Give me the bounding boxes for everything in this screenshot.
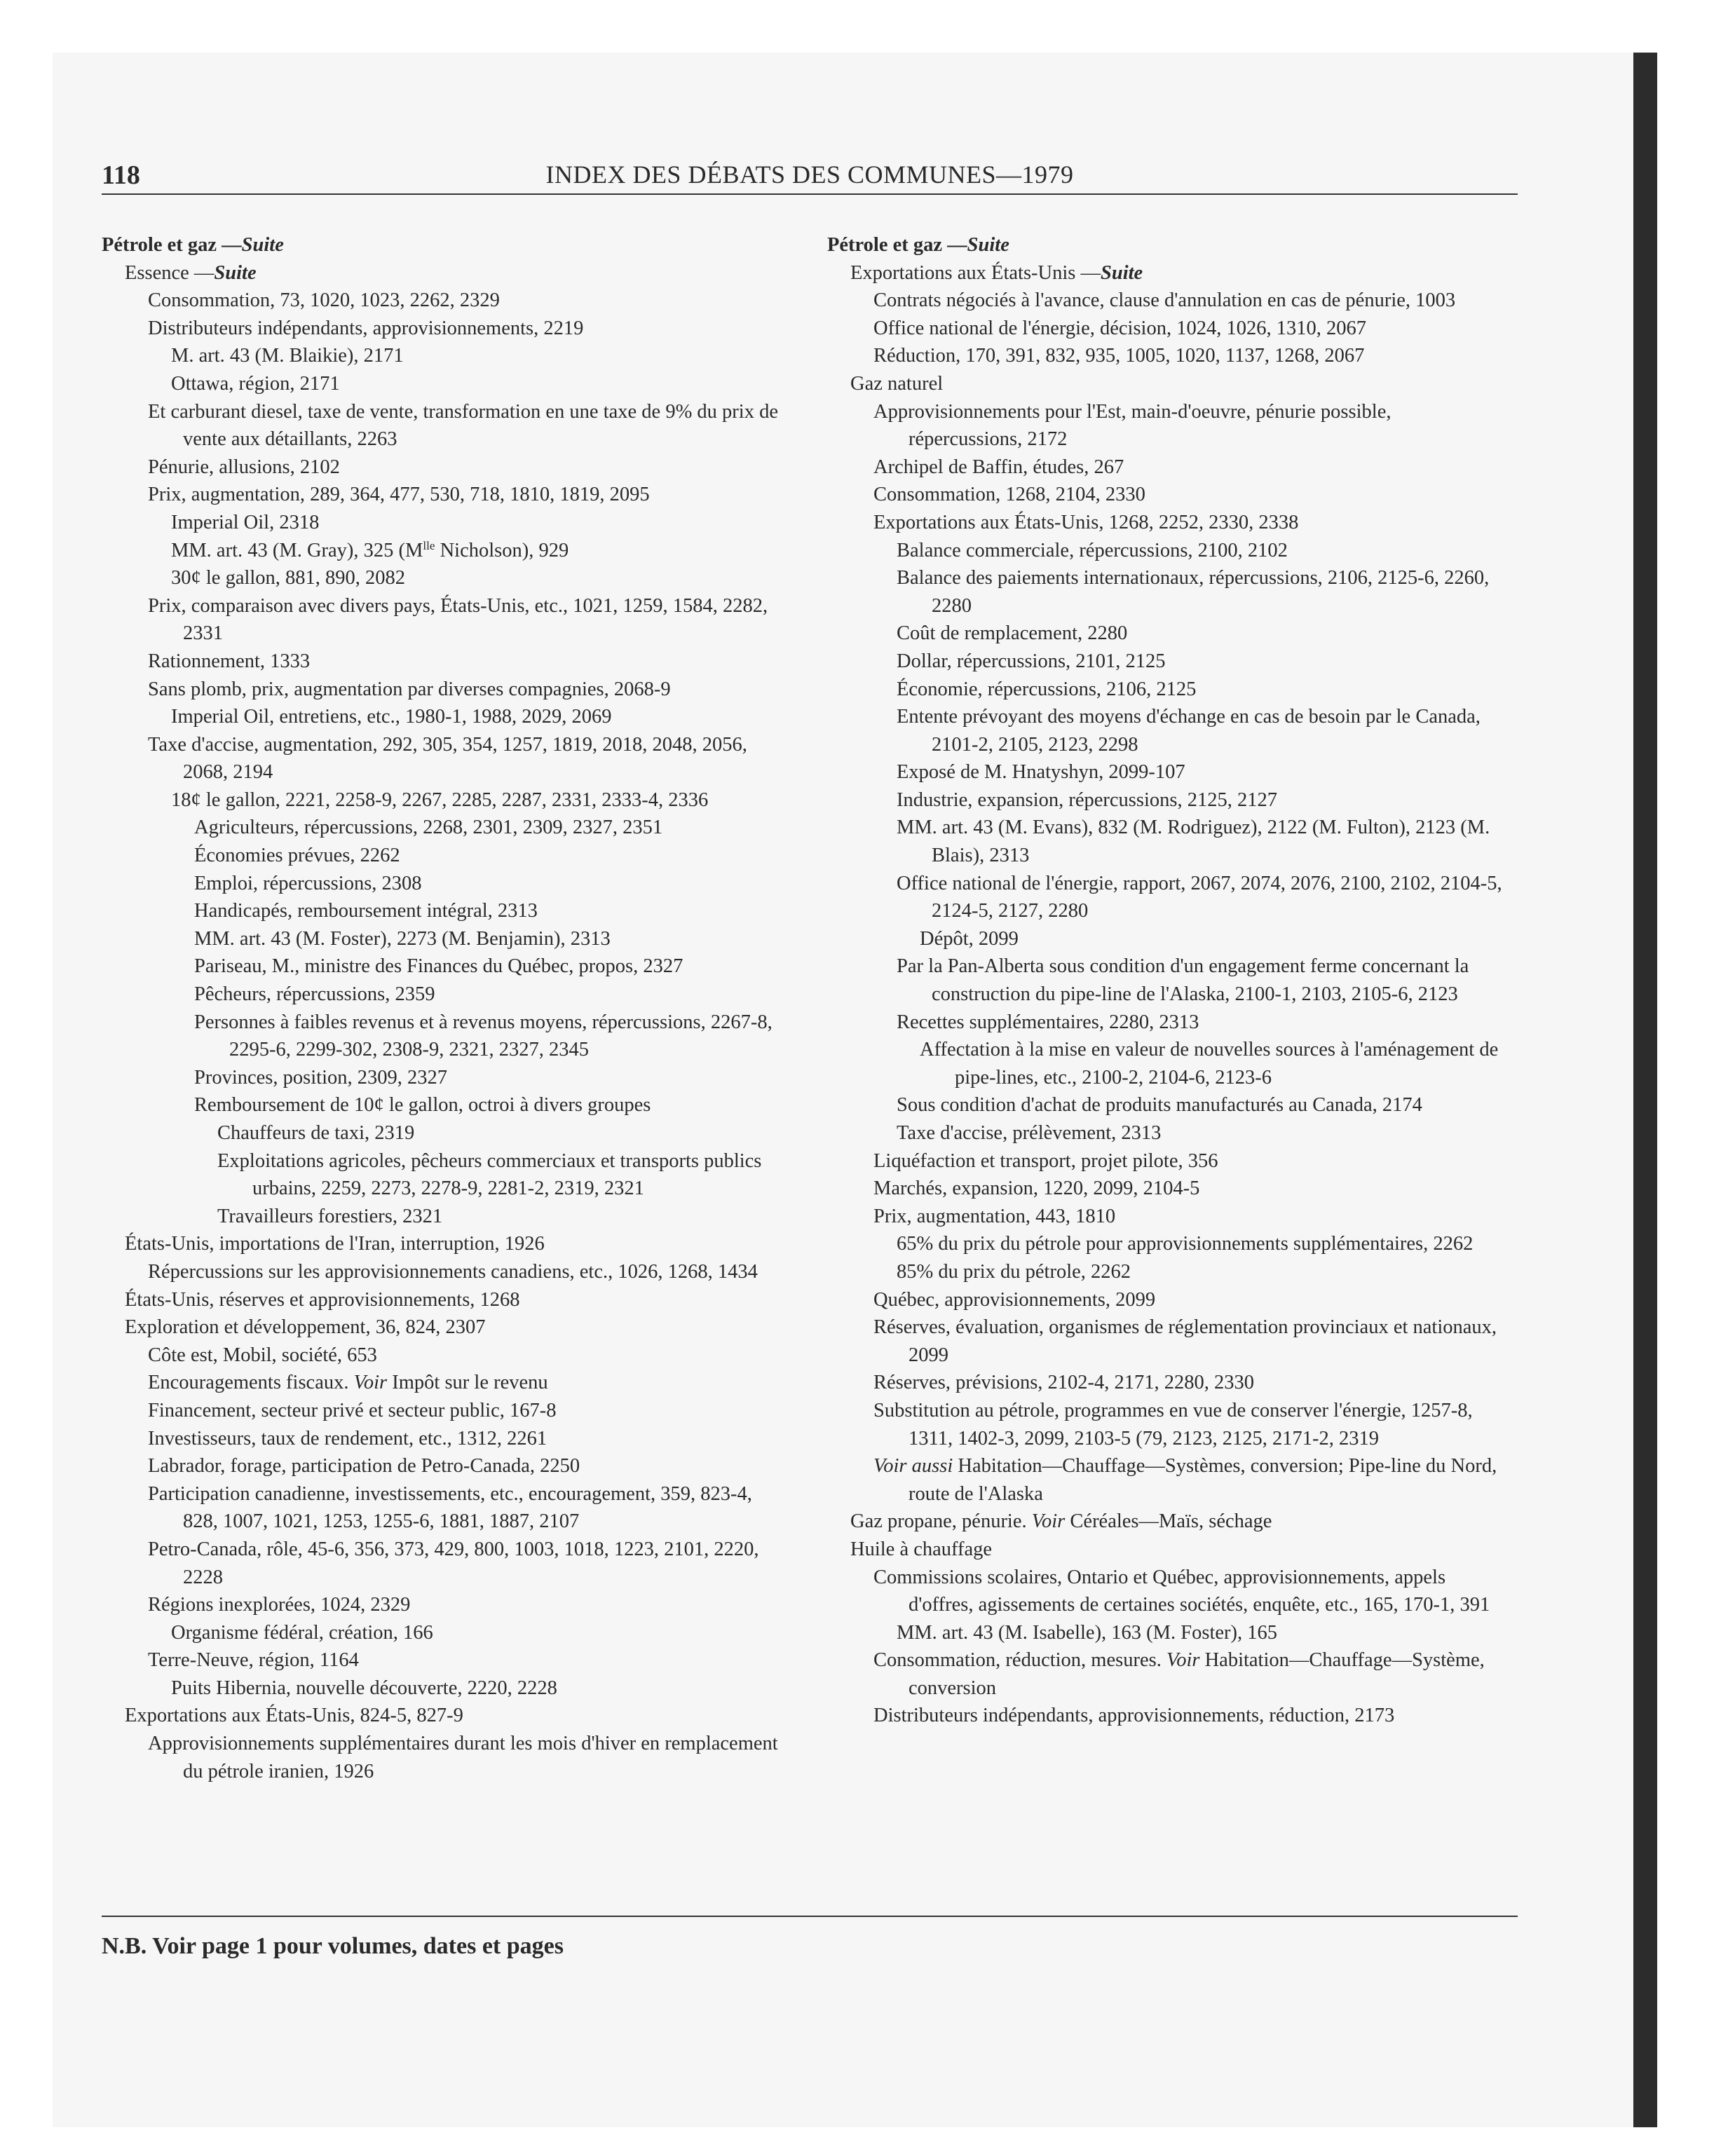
index-entry-text: Handicapés, remboursement intégral, 2313 [194,900,538,922]
continuation-marker: Suite [241,234,284,256]
index-entry [102,1147,778,1203]
index-entry-text: Petro-Canada, rôle, 45-6, 356, 373, 429, 800, 1003, 1018, 1223, 2101, 2220, 2228 [148,1538,759,1588]
index-entry-text: Prix, augmentation, 289, 364, 477, 530, 718, 1810, 1819, 2095 [148,484,650,506]
index-entry-text: Prix, augmentation, 443, 1810 [873,1205,1116,1227]
index-entry-text: Consommation, réduction, mesures. [873,1649,1166,1672]
index-entry [102,287,778,315]
index-entry-text: Ottawa, région, 2171 [171,372,340,395]
index-entry [827,1564,1504,1619]
index-entry-text: Industrie, expansion, répercussions, 2125, 2127 [897,789,1277,811]
index-column-right [827,231,1504,1730]
index-entry-text: Répercussions sur les approvisionnements canadiens, etc., 1026, 1268, 1434 [148,1260,758,1283]
index-entry [102,1314,778,1342]
index-entry-text: Marchés, expansion, 1220, 2099, 2104-5 [873,1178,1200,1200]
index-entry [827,703,1504,758]
index-entry-text: Commissions scolaires, Ontario et Québec, approvisionnements, appels d'offres, agissements de certaines sociétés, enquête, etc., 165, 170-1, 391 [873,1566,1490,1616]
index-entry [102,481,778,509]
index-entry-text: Réduction, 170, 391, 832, 935, 1005, 1020, 1137, 1268, 2067 [873,345,1365,367]
index-entry [102,1674,778,1703]
index-entry [102,1369,778,1397]
cross-reference-marker: Voir [353,1372,388,1394]
index-entry-text: MM. art. 43 (M. Foster), 2273 (M. Benjamin), 2313 [194,927,611,950]
index-entry-text: Participation canadienne, investissements, etc., encouragement, 359, 823-4, 828, 1007, 1021, 1253, 1255-6, 1881, 1887, 2107 [148,1482,752,1533]
index-entry [827,1646,1504,1702]
index-entry [102,676,778,704]
index-entry-text: 65% du prix du pétrole pour approvisionnements supplémentaires, 2262 [897,1233,1474,1255]
superscript: lle [423,538,435,552]
index-entry-text: Emploi, répercussions, 2308 [194,872,422,894]
index-entry-text: MM. art. 43 (M. Evans), 832 (M. Rodriguez), 2122 (M. Fulton), 2123 (M. Blais), 2313 [897,817,1490,867]
index-entry [102,509,778,537]
index-entry [102,1480,778,1536]
index-entry [827,1147,1504,1175]
index-entry [827,1036,1504,1091]
index-entry-text: 30¢ le gallon, 881, 890, 2082 [171,567,406,589]
index-entry [102,342,778,370]
index-entry [102,925,778,953]
index-entry [827,1286,1504,1314]
index-entry [102,1203,778,1231]
index-entry [102,1646,778,1674]
index-entry-text: MM. art. 43 (M. Gray), 325 (M [171,539,423,561]
index-entry [827,758,1504,786]
index-entry [827,1203,1504,1231]
index-entry-text: Archipel de Baffin, études, 267 [873,456,1124,478]
index-entry [827,1175,1504,1203]
index-entry-text: Travailleurs forestiers, 2321 [217,1205,443,1227]
index-entry-text: Contrats négociés à l'avance, clause d'annulation en cas de pénurie, 1003 [873,289,1456,312]
index-entry-text: Recettes supplémentaires, 2280, 2313 [897,1011,1199,1033]
index-entry [102,1397,778,1425]
index-entry [102,814,778,842]
index-entry-text: MM. art. 43 (M. Isabelle), 163 (M. Foster), 165 [897,1621,1278,1644]
index-entry [827,1009,1504,1037]
index-entry [827,1314,1504,1369]
index-entry [827,315,1504,343]
index-entry [827,814,1504,869]
index-entry-text: Dépôt, 2099 [920,927,1019,950]
index-entry-text: Exportations aux États-Unis, 824-5, 827-9 [125,1705,463,1727]
index-entry [827,481,1504,509]
index-entry-text: Exploration et développement, 36, 824, 2307 [125,1316,486,1339]
index-entry-text: Exportations aux États-Unis — [850,261,1101,284]
index-entry [102,1702,778,1730]
index-entry [102,370,778,398]
index-entry [102,537,778,565]
index-entry-text: Balance des paiements internationaux, répercussions, 2106, 2125-6, 2260, 2280 [897,567,1490,617]
cross-reference-marker: Voir aussi [873,1455,953,1478]
index-entry-text: Pariseau, M., ministre des Finances du Québec, propos, 2327 [194,955,683,978]
index-entry [827,398,1504,453]
index-entry-text: Dollar, répercussions, 2101, 2125 [897,650,1166,672]
index-entry [102,231,778,259]
index-entry [827,953,1504,1008]
index-entry-text: Provinces, position, 2309, 2327 [194,1066,447,1089]
index-entry [102,1286,778,1314]
index-entry [102,981,778,1009]
index-entry [827,620,1504,648]
index-entry [102,953,778,981]
index-entry [102,1258,778,1286]
index-entry-text: Économie, répercussions, 2106, 2125 [897,678,1197,700]
index-entry [827,342,1504,370]
index-entry [827,1397,1504,1452]
index-entry [827,453,1504,482]
index-entry-text: Et carburant diesel, taxe de vente, transformation en une taxe de 9% du prix de vente aux détaillants, 2263 [148,400,778,451]
index-entry-text: Personnes à faibles revenus et à revenus moyens, répercussions, 2267-8, 2295-6, 2299-302, 2308-9, 2321, 2327, 2345 [194,1011,773,1061]
index-entry-text: Gaz propane, pénurie. [850,1510,1032,1533]
index-entry-text: Économies prévues, 2262 [194,845,400,867]
index-entry-text: Pénurie, allusions, 2102 [148,456,340,478]
index-entry [102,398,778,453]
index-entry-text: États-Unis, réserves et approvisionnements, 1268 [125,1288,520,1311]
index-entry [102,870,778,898]
index-entry [102,703,778,731]
index-entry-text: Huile à chauffage [850,1538,993,1560]
index-entry [827,509,1504,537]
index-entry [102,315,778,343]
index-entry-text: Organisme fédéral, création, 166 [171,1621,433,1644]
index-entry-text: Exportations aux États-Unis, 1268, 2252, 2330, 2338 [873,511,1299,533]
index-entry [827,1258,1504,1286]
index-entry-text: Côte est, Mobil, société, 653 [148,1344,377,1366]
index-entry [827,564,1504,620]
index-entry [827,676,1504,704]
index-entry-text: M. art. 43 (M. Blaikie), 2171 [171,345,404,367]
index-entry [102,1091,778,1119]
index-entry-text: Exposé de M. Hnatyshyn, 2099-107 [897,761,1185,784]
index-entry [102,1342,778,1370]
index-entry-text: Office national de l'énergie, rapport, 2067, 2074, 2076, 2100, 2102, 2104-5, 2124-5, 2127, 2280 [897,872,1502,922]
index-entry-text: Rationnement, 1333 [148,650,311,672]
index-entry [102,1119,778,1147]
page-number: 118 [102,161,140,190]
index-entry [102,786,778,814]
index-entry [827,537,1504,565]
index-entry [827,786,1504,814]
index-entry [102,453,778,482]
index-entry [102,1619,778,1647]
index-entry-text: Approvisionnements supplémentaires durant les mois d'hiver en remplacement du pétrole iranien, 1926 [148,1733,778,1782]
index-entry [102,731,778,786]
index-entry-text: Par la Pan-Alberta sous condition d'un engagement ferme concernant la construction du pipe-line de l'Alaska, 2100-1, 2103, 2105-6, 2123 [897,955,1469,1006]
cross-reference-marker: Voir [1166,1649,1200,1672]
footer-note: N.B. Voir page 1 pour volumes, dates et pages [102,1933,564,1959]
index-entry-text: Sous condition d'achat de produits manufacturés au Canada, 2174 [897,1094,1422,1117]
index-entry-text-continued: Céréales—Maïs, séchage [1065,1510,1272,1533]
index-entry-text: Pêcheurs, répercussions, 2359 [194,983,435,1006]
index-entry [102,1730,778,1785]
index-entry-text: Approvisionnements pour l'Est, main-d'oeuvre, pénurie possible, répercussions, 2172 [873,400,1392,451]
index-entry-text: Essence — [125,261,215,284]
index-entry-text: Encouragements fiscaux. [148,1372,354,1394]
index-entry [102,1425,778,1453]
index-entry-text: Gaz naturel [850,372,944,395]
index-entry [102,564,778,592]
index-entry [102,1536,778,1591]
index-entry-text: Chauffeurs de taxi, 2319 [217,1122,415,1144]
index-entry [102,1452,778,1480]
index-entry-text: Office national de l'énergie, décision, 1024, 1026, 1310, 2067 [873,317,1366,339]
index-entry-text: Labrador, forage, participation de Petro-Canada, 2250 [148,1455,580,1478]
index-entry [827,1702,1504,1730]
index-entry-text: Pétrole et gaz — [827,234,967,256]
index-entry-text: États-Unis, importations de l'Iran, interruption, 1926 [125,1233,545,1255]
index-entry [102,1009,778,1064]
index-entry-text: Puits Hibernia, nouvelle découverte, 2220, 2228 [171,1677,557,1699]
index-entry [102,842,778,870]
index-entry [827,370,1504,398]
cross-reference-marker: Voir [1031,1510,1066,1533]
index-entry-text: Entente prévoyant des moyens d'échange en cas de besoin par le Canada, 2101-2, 2105, 2123, 2298 [897,706,1481,756]
index-entry-text: Investisseurs, taux de rendement, etc., 1312, 2261 [148,1427,547,1449]
index-entry-text: Substitution au pétrole, programmes en vue de conserver l'énergie, 1257-8, 1311, 1402-3, 2099, 2103-5 (79, 2123, 2125, 2171-2, 2319 [873,1399,1473,1449]
index-entry [102,648,778,676]
continuation-marker: Suite [967,234,1009,256]
index-entry-text: Québec, approvisionnements, 2099 [873,1288,1156,1311]
index-entry [827,231,1504,259]
index-entry [827,648,1504,676]
index-column-left [102,231,778,1785]
index-entry-text: 85% du prix du pétrole, 2262 [897,1260,1131,1283]
header-rule [102,193,1518,195]
index-entry [827,1119,1504,1147]
continuation-marker: Suite [214,261,257,284]
index-entry-text: Réserves, prévisions, 2102-4, 2171, 2280, 2330 [873,1372,1255,1394]
page-title: INDEX DES DÉBATS DES COMMUNES—1979 [545,161,1074,189]
index-entry-text: 18¢ le gallon, 2221, 2258-9, 2267, 2285, 2287, 2331, 2333-4, 2336 [171,789,709,811]
index-entry [827,1536,1504,1564]
index-entry [827,1230,1504,1258]
index-entry-text: Distributeurs indépendants, approvisionnements, réduction, 2173 [873,1705,1395,1727]
index-entry-text: Prix, comparaison avec divers pays, États-Unis, etc., 1021, 1259, 1584, 2282, 2331 [148,594,768,645]
index-entry-text: Financement, secteur privé et secteur public, 167-8 [148,1399,557,1421]
index-entry-text: Taxe d'accise, augmentation, 292, 305, 354, 1257, 1819, 2018, 2048, 2056, 2068, 2194 [148,733,747,784]
index-entry-text: Remboursement de 10¢ le gallon, octroi à divers groupes [194,1094,651,1117]
index-entry-text: Terre-Neuve, région, 1164 [148,1649,359,1672]
index-entry-text: Taxe d'accise, prélèvement, 2313 [897,1122,1162,1144]
index-entry-text-continued: Nicholson), 929 [435,539,569,561]
index-entry-text: Coût de remplacement, 2280 [897,622,1128,645]
index-entry [102,259,778,287]
index-entry [827,287,1504,315]
index-entry-text: Réserves, évaluation, organismes de réglementation provinciaux et nationaux, 2099 [873,1316,1497,1366]
index-entry-text: Imperial Oil, entretiens, etc., 1980-1, 1988, 2029, 2069 [171,706,612,728]
scan-edge-shadow [1633,53,1657,2127]
index-entry-text: Régions inexplorées, 1024, 2329 [148,1594,411,1616]
index-entry-text-continued: Habitation—Chauffage—Système, conversion [909,1649,1485,1699]
index-entry [827,925,1504,953]
index-entry [102,1230,778,1258]
index-entry [102,1591,778,1619]
index-entry [827,1619,1504,1647]
index-entry [827,1091,1504,1119]
index-entry-text: Balance commerciale, répercussions, 2100, 2102 [897,539,1288,561]
index-entry-text: Consommation, 1268, 2104, 2330 [873,484,1145,506]
index-entry [827,259,1504,287]
index-entry [827,1452,1504,1508]
index-entry-text: Liquéfaction et transport, projet pilote, 356 [873,1149,1218,1172]
index-entry-text: Agriculteurs, répercussions, 2268, 2301, 2309, 2327, 2351 [194,817,663,839]
index-entry-text: Imperial Oil, 2318 [171,511,320,533]
index-entry-text: Affectation à la mise en valeur de nouvelles sources à l'aménagement de pipe-lines, etc., 2100-2, 2104-6, 2123-6 [920,1039,1499,1089]
continuation-marker: Suite [1101,261,1143,284]
index-entry-text-continued: Impôt sur le revenu [387,1372,548,1394]
index-entry-text: Sans plomb, prix, augmentation par diverses compagnies, 2068-9 [148,678,671,700]
index-entry-text: Consommation, 73, 1020, 1023, 2262, 2329 [148,289,500,312]
index-entry-text-continued: Habitation—Chauffage—Systèmes, conversion; Pipe-line du Nord, route de l'Alaska [909,1455,1497,1505]
index-entry [102,897,778,925]
index-entry [827,1369,1504,1397]
index-entry-text: Exploitations agricoles, pêcheurs commerciaux et transports publics urbains, 2259, 2273, 2278-9, 2281-2, 2319, 2321 [217,1149,762,1200]
index-entry-text: Pétrole et gaz — [102,234,242,256]
index-entry [102,1064,778,1092]
footer-rule [102,1916,1518,1917]
index-entry [102,592,778,648]
index-entry [827,1508,1504,1536]
page-header [102,160,1518,202]
index-entry-text: Distributeurs indépendants, approvisionnements, 2219 [148,317,584,339]
index-entry [827,870,1504,925]
